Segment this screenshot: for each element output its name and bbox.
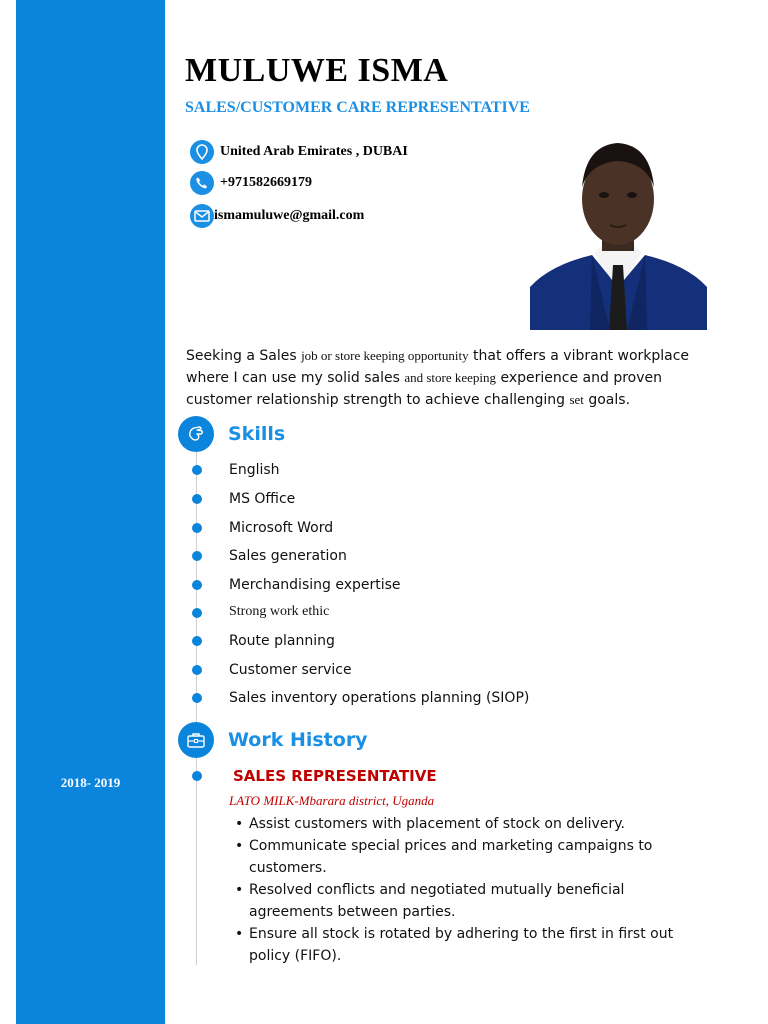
duty-bullet: •	[235, 838, 244, 854]
email-icon	[190, 204, 214, 228]
phone-text: +971582669179	[220, 175, 312, 190]
duty-text: Ensure all stock is rotated by adhering to the first in first out policy (FIFO).	[249, 926, 674, 964]
career-summary: Seeking a Sales job or store keeping opportunity that offers a vibrant workplace where I can use my solid sales and store keeping experience and proven customer relationship strength to achieve challenging set goals.	[186, 348, 690, 408]
skill-item: Merchandising expertise	[229, 577, 401, 593]
skill-item: Route planning	[229, 633, 335, 649]
duty-item	[233, 879, 703, 923]
skill-bullet	[192, 636, 202, 646]
duty-bullet: •	[235, 816, 244, 832]
skill-item: Strong work ethic	[229, 604, 330, 619]
work-history-heading: Work History	[228, 729, 368, 751]
duty-item	[233, 835, 703, 879]
work-bullet	[192, 771, 202, 781]
skill-bullet	[192, 608, 202, 618]
skill-bullet	[192, 551, 202, 561]
job-company: LATO MILK-Mbarara district, Uganda	[229, 793, 435, 808]
candidate-title: SALES/CUSTOMER CARE REPRESENTATIVE	[185, 99, 530, 116]
skills-heading: Skills	[228, 423, 286, 445]
skill-bullet	[192, 465, 202, 475]
skill-item: Microsoft Word	[229, 520, 334, 536]
skill-item: MS Office	[229, 491, 296, 507]
contact-email[interactable]	[190, 203, 364, 229]
skill-item: English	[229, 462, 280, 478]
email-text[interactable]: ismamuluwe@gmail.com	[214, 208, 365, 223]
skills-hand-icon	[178, 416, 214, 452]
duty-text: Communicate special prices and marketing campaigns to customers.	[249, 838, 653, 876]
skill-bullet	[192, 665, 202, 675]
job-title: SALES REPRESENTATIVE	[233, 767, 437, 785]
skill-bullet	[192, 580, 202, 590]
location-pin-icon	[190, 140, 214, 164]
skill-bullet	[192, 693, 202, 703]
duty-item	[233, 813, 703, 835]
duty-item	[233, 923, 703, 967]
duty-text: Resolved conflicts and negotiated mutually beneficial agreements between parties.	[249, 882, 625, 920]
phone-icon	[190, 171, 214, 195]
briefcase-icon	[178, 722, 214, 758]
skill-bullet	[192, 494, 202, 504]
duty-bullet: •	[235, 882, 244, 898]
employment-years: 2018- 2019	[60, 775, 121, 790]
contact-phone	[190, 170, 312, 196]
sidebar	[16, 0, 165, 1024]
duty-text: Assist customers with placement of stock on delivery.	[249, 816, 625, 832]
skill-item: Sales inventory operations planning (SIOP)	[229, 690, 530, 706]
skill-bullet	[192, 523, 202, 533]
profile-photo	[530, 137, 707, 330]
skill-item: Customer service	[229, 662, 352, 678]
job-duties	[233, 813, 703, 967]
duty-bullet: •	[235, 926, 244, 942]
contact-location	[190, 139, 408, 165]
location-text: United Arab Emirates , DUBAI	[220, 144, 408, 159]
candidate-name: MULUWE ISMA	[185, 52, 449, 89]
skill-item: Sales generation	[229, 548, 347, 564]
